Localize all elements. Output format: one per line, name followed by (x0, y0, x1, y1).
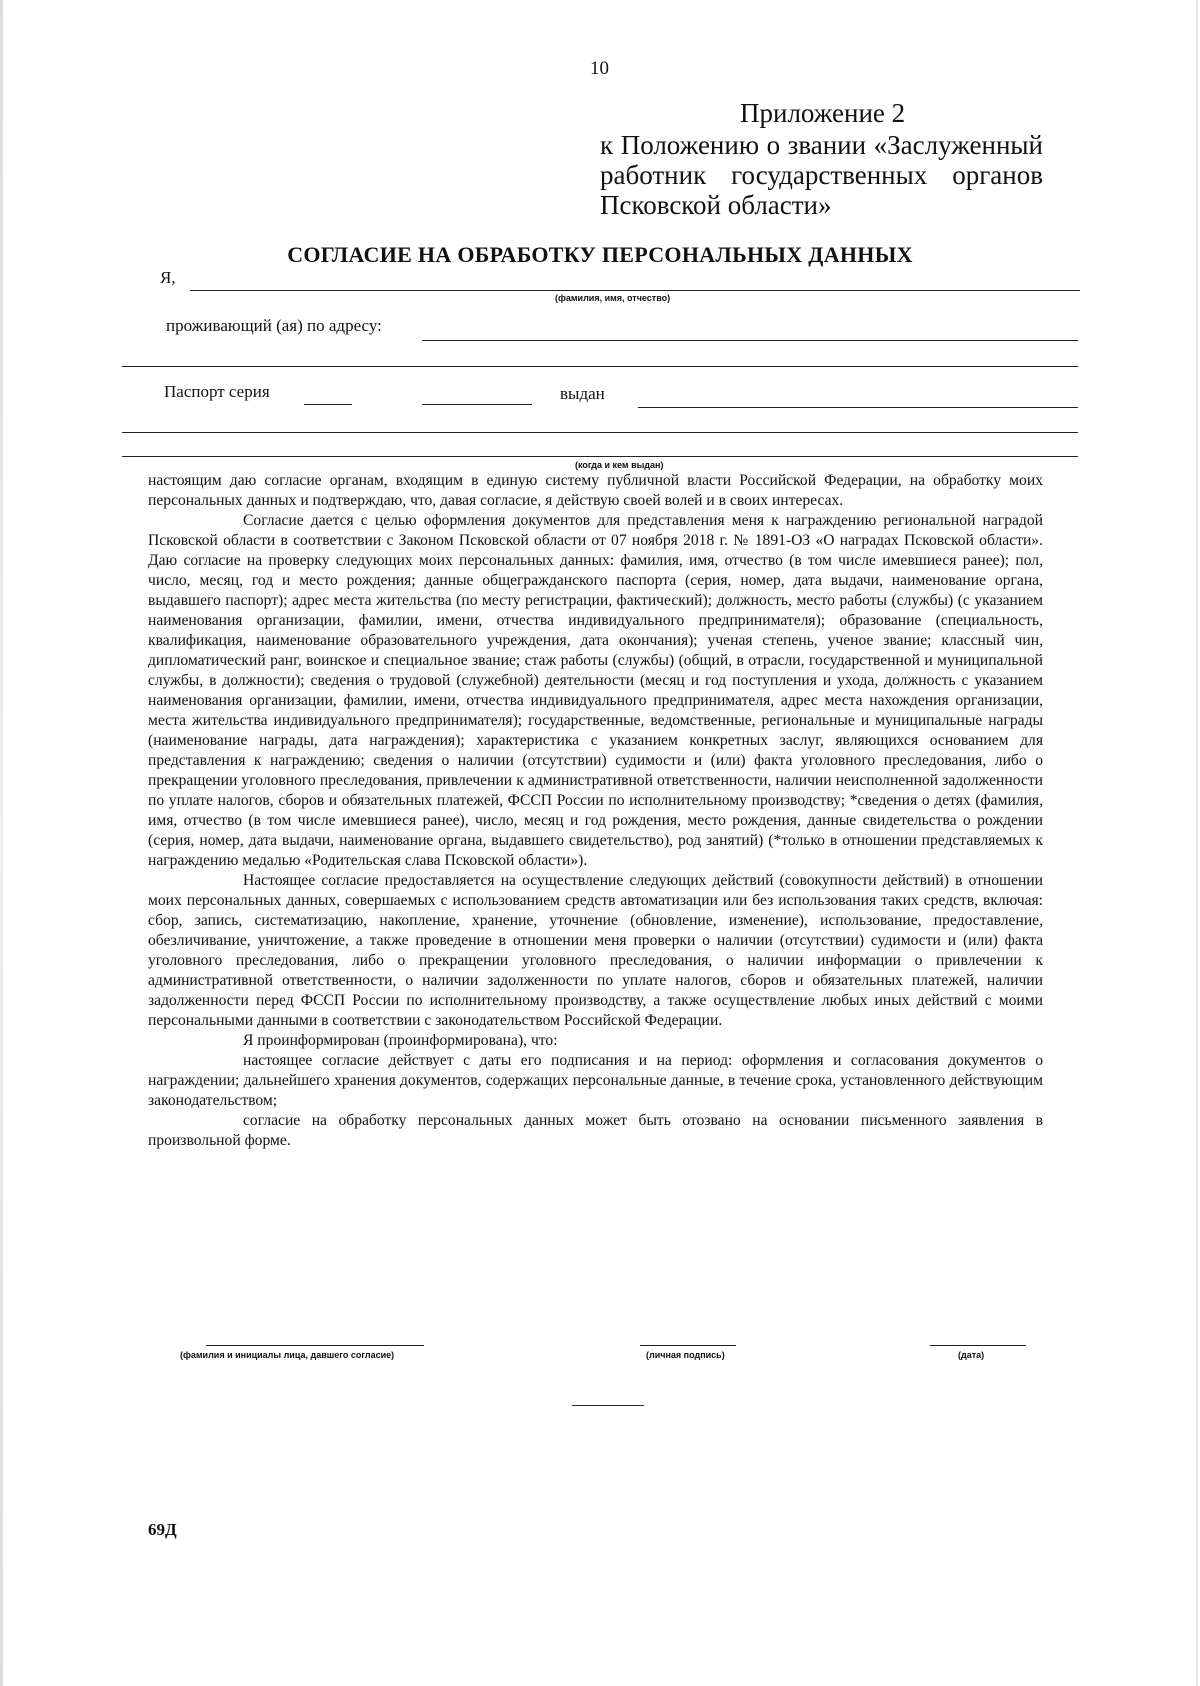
signer-name-caption: (фамилия и инициалы лица, давшего согласие) (180, 1350, 395, 1360)
appendix-title: Приложение 2 (740, 98, 906, 128)
signature-line[interactable] (640, 1345, 736, 1346)
address-field-line-2[interactable] (122, 366, 1078, 367)
issued-field-line-2[interactable] (122, 432, 1078, 433)
date-line[interactable] (930, 1345, 1026, 1346)
appendix-line-2: работник государственных органов (600, 160, 1043, 190)
closing-separator (572, 1405, 644, 1406)
signature-caption: (личная подпись) (646, 1350, 725, 1360)
address-label: проживающий (ая) по адресу: (166, 316, 382, 335)
consent-paragraph-4: Я проинформирован (проинформирована), что: (243, 1032, 558, 1049)
issued-field-line-1[interactable] (638, 407, 1078, 408)
consent-paragraph-5: настоящее согласие действует с даты его подписания и на период: оформления и согласования документов о награждении; дальнейшего хранения документов, содержащих персональные данные, в течение срока, установленного действующим законодательством; (148, 1052, 1043, 1109)
consent-paragraph-6: согласие на обработку персональных данных может быть отозвано на основании письменного заявления в произвольной форме. (148, 1112, 1043, 1149)
consent-paragraph-2: Согласие дается с целью оформления документов для представления меня к награждению региональной наградой Псковской области в соответствии с Законом Псковской области от 07 ноября 2018 г. № 1891-ОЗ «О наградах Псковской области». Даю согласие на проверку следующих моих персональных данных: фамилия, имя, отчество (в том числе имевшиеся ранее); пол, число, месяц, год и место рождения; данные общегражданского паспорта (серия, номер, дата выдачи, наименование органа, выдавшего паспорт); адрес места жительства (по месту регистрации, фактический); должность, место работы (службы) (с указанием наименования организации, фамилии, имени, отчества индивидуального предпринимателя); образование (специальность, квалификация, наименование образовательного учреждения, дата окончания); ученая степень, ученое звание; классный чин, дипломатический ранг, воинское и специальное звание; стаж работы (службы) (общий, в отрасли, государственной и муниципальной службы, в должности); сведения о трудовой (служебной) деятельности (месяц и год поступления и ухода, должность с указанием наименования организации, фамилии, имени, отчества индивидуального предпринимателя, адрес места нахождения организации, места жительства индивидуального предпринимателя); государственные, ведомственные, региональные и муниципальные награды (наименование награды, дата награждения); характеристика с указанием конкретных заслуг, являющихся основанием для представления к награждению; сведения о наличии (отсутствии) судимости и (или) факта уголовного преследования, либо о прекращении уголовного преследования, привлечении к административной ответственности, наличии неисполненной задолженности по уплате налогов, сборов и обязательных платежей, ФССП России по исполнительному производству; *сведения о детях (фамилия, имя, отчество (в том числе имевшиеся ранее), число, месяц и год рождения, место рождения, данные свидетельства о рождении (серия, номер, дата выдачи, наименование органа, выдавшего свидетельство), род занятий) (*только в отношении представляемых к награждению медалью «Родительская слава Псковской области»). (148, 512, 1043, 869)
passport-number-line[interactable] (422, 404, 532, 405)
appendix-line-1: к Положению о звании «Заслуженный (600, 130, 1043, 160)
name-caption: (фамилия, имя, отчество) (555, 293, 671, 303)
issued-field-line-3[interactable] (122, 456, 1078, 457)
date-caption: (дата) (958, 1350, 985, 1360)
passport-series-line[interactable] (304, 404, 352, 405)
i-label: Я, (160, 268, 176, 287)
consent-paragraph-1: настоящим даю согласие органам, входящим в единую систему публичной власти Российской Федерации, на обработку моих персональных данных и подтверждаю, что, давая согласие, я действую своей волей и в своих интересах. (148, 472, 1043, 509)
issued-caption: (когда и кем выдан) (575, 460, 664, 470)
page-number: 10 (590, 58, 609, 79)
document-title: СОГЛАСИЕ НА ОБРАБОТКУ ПЕРСОНАЛЬНЫХ ДАННЫХ (287, 242, 913, 267)
passport-label: Паспорт серия (164, 382, 270, 401)
appendix-line-3: Псковской области» (600, 190, 832, 220)
signer-name-line[interactable] (206, 1345, 424, 1346)
name-field-line[interactable] (190, 290, 1080, 291)
consent-body (148, 471, 1043, 1151)
footer-code: 69Д (148, 1520, 177, 1539)
address-field-line-1[interactable] (422, 340, 1078, 341)
issued-label: выдан (560, 384, 605, 403)
consent-paragraph-3: Настоящее согласие предоставляется на осуществление следующих действий (совокупности действий) в отношении моих персональных данных, совершаемых с использованием средств автоматизации или без использования таких средств, включая: сбор, запись, систематизацию, накопление, хранение, уточнение (обновление, изменение), использование, предоставление, обезличивание, уничтожение, а также проведение в отношении меня проверки о наличии (отсутствии) судимости и (или) факта уголовного преследования, либо о прекращении уголовного преследования, о наличии информации о привлечении к административной ответственности, о наличии задолженности по уплате налогов, сборов и обязательных платежей, наличии задолженности перед ФССП России по исполнительному производству, а также осуществление любых иных действий с моими персональными данными в соответствии с законодательством Российской Федерации. (148, 872, 1043, 1029)
